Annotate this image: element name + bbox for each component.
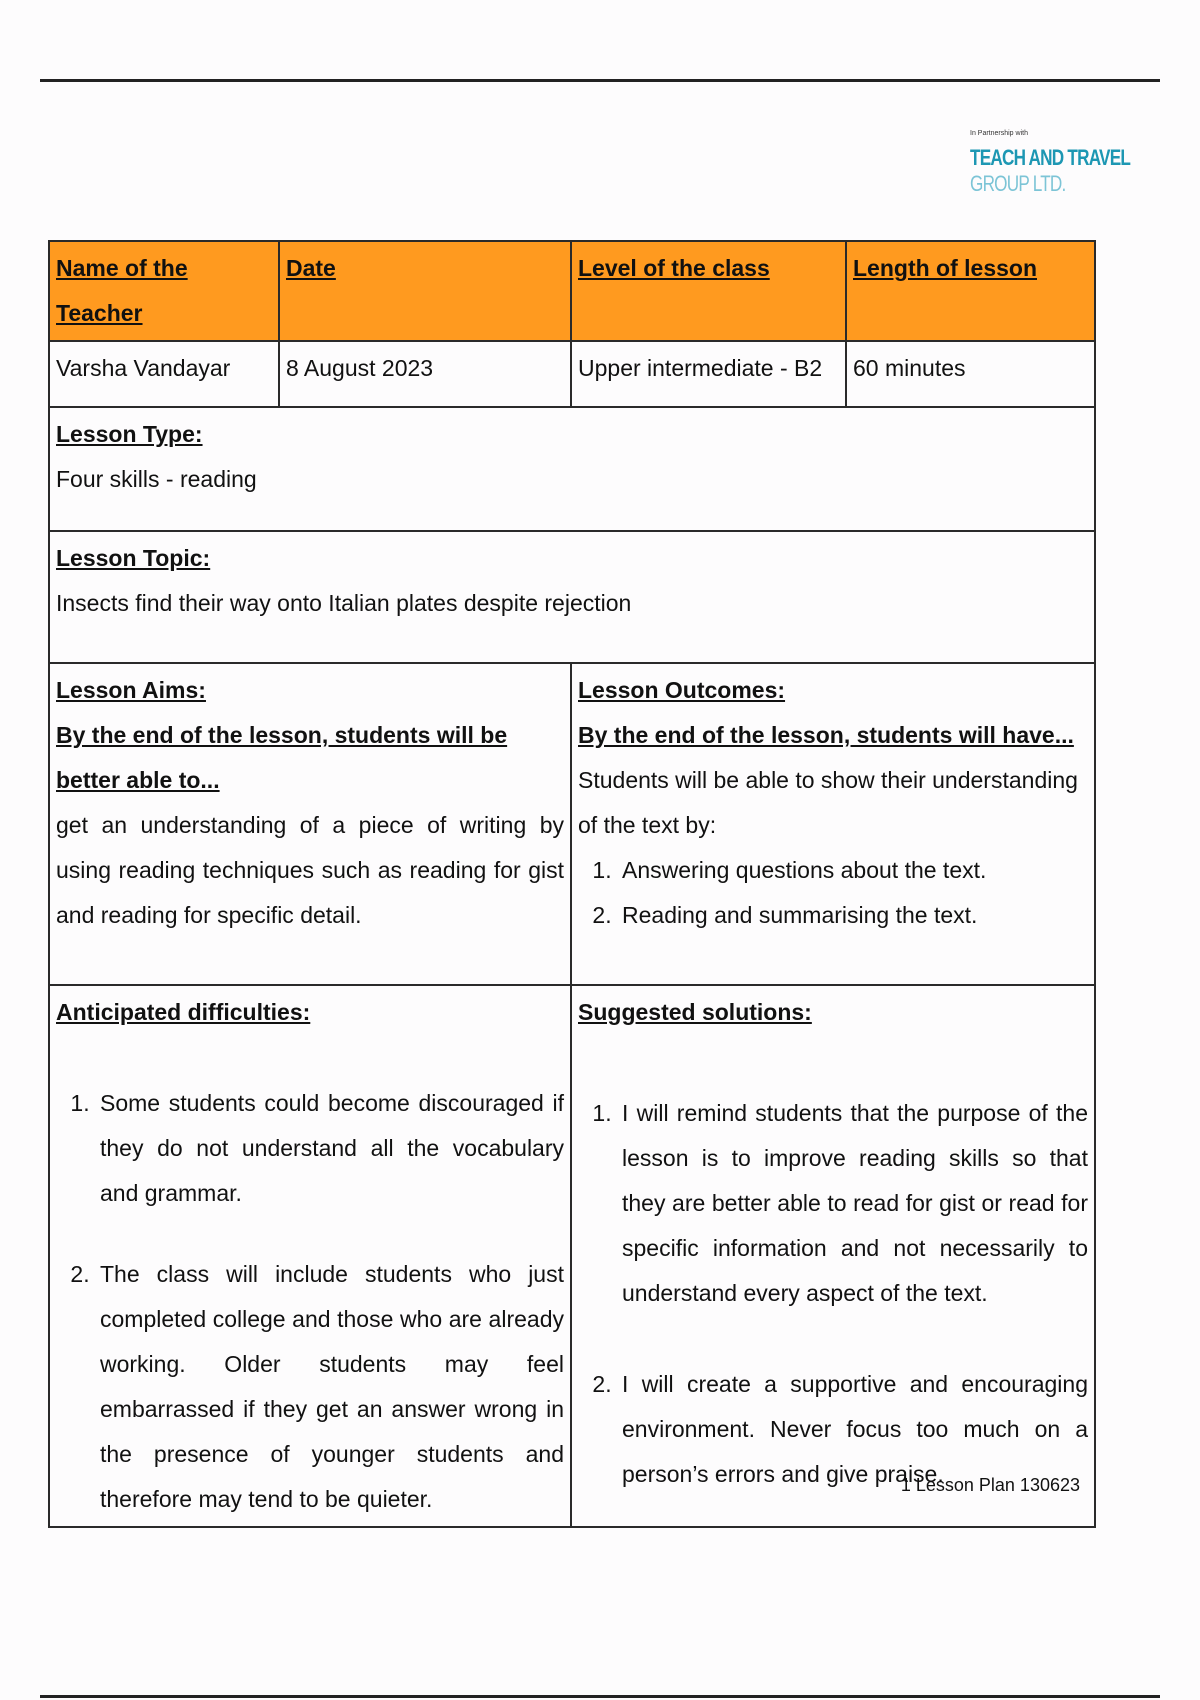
solutions-label: Suggested solutions:: [578, 999, 812, 1025]
level-value: Upper intermediate - B2: [571, 341, 846, 407]
length-header-cell: [846, 241, 1095, 341]
logo-prefix: In Partnership with: [970, 130, 1028, 137]
logo-line-2: GROUP LTD.: [970, 171, 1066, 196]
lesson-plan-table: [48, 240, 1096, 1528]
lesson-aims-subheading: By the end of the lesson, students will be better able to...: [56, 722, 508, 793]
outcome-item: 2. Reading and summarising the text.: [618, 893, 1088, 938]
teach-and-travel-logo: [970, 130, 1131, 215]
length-value: 60 minutes: [846, 341, 1095, 407]
lesson-aims-label: Lesson Aims:: [56, 677, 206, 703]
info-row: [49, 341, 1095, 407]
solutions-cell: [571, 985, 1095, 1527]
difficulty-item: 2. The class will include students who just completed college and those who are already working. Older students may feel embarrassed if they get an answer wrong in the presence of younger students and therefore may tend to be quieter.: [96, 1252, 564, 1522]
teacher-value: Varsha Vandayar: [49, 341, 279, 407]
outcome-item: 1. Answering questions about the text.: [618, 848, 1088, 893]
lesson-outcomes-intro: Students will be able to show their understanding of the text by:: [578, 767, 1078, 838]
date-header-cell: [279, 241, 571, 341]
lesson-type-label: Lesson Type:: [56, 421, 203, 447]
bottom-rule: [40, 1695, 1160, 1698]
solution-item: 1. I will remind students that the purpose of the lesson is to improve reading skills so that they are better able to read for gist or read for specific information and not necessarily to understand every aspect of the text.: [618, 1091, 1088, 1316]
difficulties-label: Anticipated difficulties:: [56, 999, 311, 1025]
page-footer: 1 Lesson Plan 130623: [900, 1475, 1080, 1495]
lesson-outcomes-subheading: By the end of the lesson, students will have...: [578, 722, 1074, 748]
lesson-type-value: Four skills - reading: [56, 466, 257, 492]
teacher-label: Name of the Teacher: [56, 255, 188, 326]
difficulties-list: [96, 1081, 564, 1522]
level-header-cell: [571, 241, 846, 341]
lesson-type-row: [49, 407, 1095, 531]
difficulty-item: 1. Some students could become discouraged if they do not understand all the vocabulary and grammar.: [96, 1081, 564, 1216]
lesson-outcomes-list: [618, 848, 1088, 938]
top-rule: [40, 79, 1160, 82]
lesson-topic-row: [49, 531, 1095, 663]
date-label: Date: [286, 255, 336, 281]
header-row: [49, 241, 1095, 341]
solution-item: 2. I will create a supportive and encouraging environment. Never focus too much on a person’s errors and give praise.: [618, 1362, 1088, 1497]
teacher-header-cell: [49, 241, 279, 341]
logo-line-1: TEACH AND TRAVEL: [970, 145, 1131, 170]
length-label: Length of lesson: [853, 255, 1037, 281]
lesson-aims-cell: [49, 663, 571, 985]
lesson-outcomes-cell: [571, 663, 1095, 985]
lesson-topic-cell: [49, 531, 1095, 663]
lesson-outcomes-label: Lesson Outcomes:: [578, 677, 786, 703]
date-value: 8 August 2023: [279, 341, 571, 407]
lesson-topic-label: Lesson Topic:: [56, 545, 211, 571]
level-label: Level of the class: [578, 255, 770, 281]
difficulties-cell: [49, 985, 571, 1527]
lesson-topic-value: Insects find their way onto Italian plates despite rejection: [56, 590, 632, 616]
difficulties-solutions-row: [49, 985, 1095, 1527]
aims-outcomes-row: [49, 663, 1095, 985]
lesson-aims-text: get an understanding of a piece of writing by using reading techniques such as reading for gist and reading for specific detail.: [56, 812, 564, 928]
lesson-type-cell: [49, 407, 1095, 531]
solutions-list: [618, 1091, 1088, 1497]
